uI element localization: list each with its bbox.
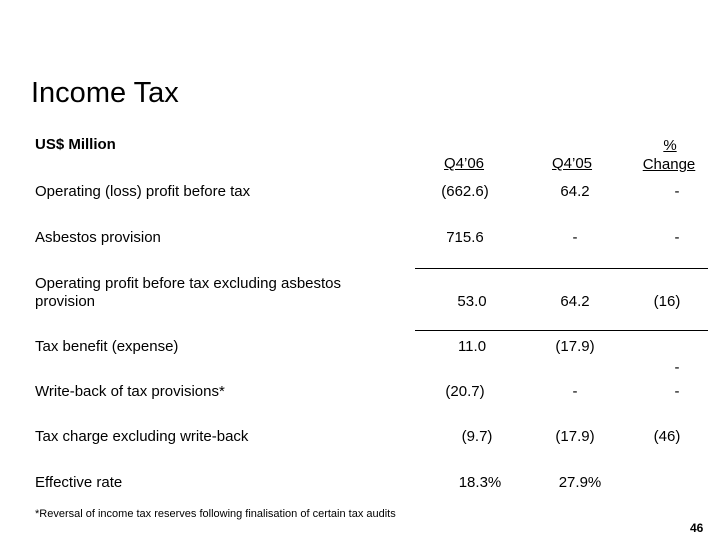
row-label-write-back: Write-back of tax provisions* — [35, 383, 225, 400]
footnote: *Reversal of income tax reserves following finalisation of certain tax audits — [35, 508, 396, 520]
cell-q406: 715.6 — [446, 229, 484, 246]
col-header-q406: Q4’06 — [444, 155, 485, 172]
cell-q406: (662.6) — [441, 183, 489, 200]
cell-change: - — [674, 229, 680, 246]
cell-q405: 27.9% — [558, 474, 602, 491]
row-label-tax-charge: Tax charge excluding write-back — [35, 428, 249, 445]
row-label-tax-benefit: Tax benefit (expense) — [35, 338, 179, 355]
cell-q405: (17.9) — [555, 338, 595, 355]
cell-change: - — [674, 359, 680, 376]
row-label-asbestos: Asbestos provision — [35, 229, 161, 246]
cell-q405: 64.2 — [560, 183, 590, 200]
row-label-effective-rate: Effective rate — [35, 474, 123, 491]
cell-q406: (20.7) — [445, 383, 485, 400]
cell-change: (16) — [653, 293, 681, 310]
divider-line — [415, 330, 708, 331]
cell-q406: (9.7) — [461, 428, 493, 445]
cell-q406: 53.0 — [457, 293, 487, 310]
slide-title: Income Tax — [31, 77, 179, 109]
cell-change: - — [674, 183, 680, 200]
row-label-operating-excl-line1: Operating profit before tax excluding asbestos — [35, 275, 342, 292]
col-header-change: Change — [642, 156, 696, 173]
page-number: 46 — [690, 521, 704, 535]
cell-q406: 11.0 — [457, 338, 487, 355]
cell-q405: 64.2 — [560, 293, 590, 310]
divider-line — [415, 268, 708, 269]
row-label-operating-excl-line2: provision — [35, 293, 96, 310]
cell-q406: 18.3% — [458, 474, 502, 491]
cell-q405: - — [572, 229, 578, 246]
col-header-q405: Q4’05 — [552, 155, 593, 172]
cell-q405: - — [572, 383, 578, 400]
cell-change: - — [674, 383, 680, 400]
cell-change: (46) — [653, 428, 681, 445]
row-label-operating-loss: Operating (loss) profit before tax — [35, 183, 251, 200]
cell-q405: (17.9) — [555, 428, 595, 445]
col-header-change-symbol: % — [663, 137, 677, 154]
units-label: US$ Million — [35, 136, 116, 153]
